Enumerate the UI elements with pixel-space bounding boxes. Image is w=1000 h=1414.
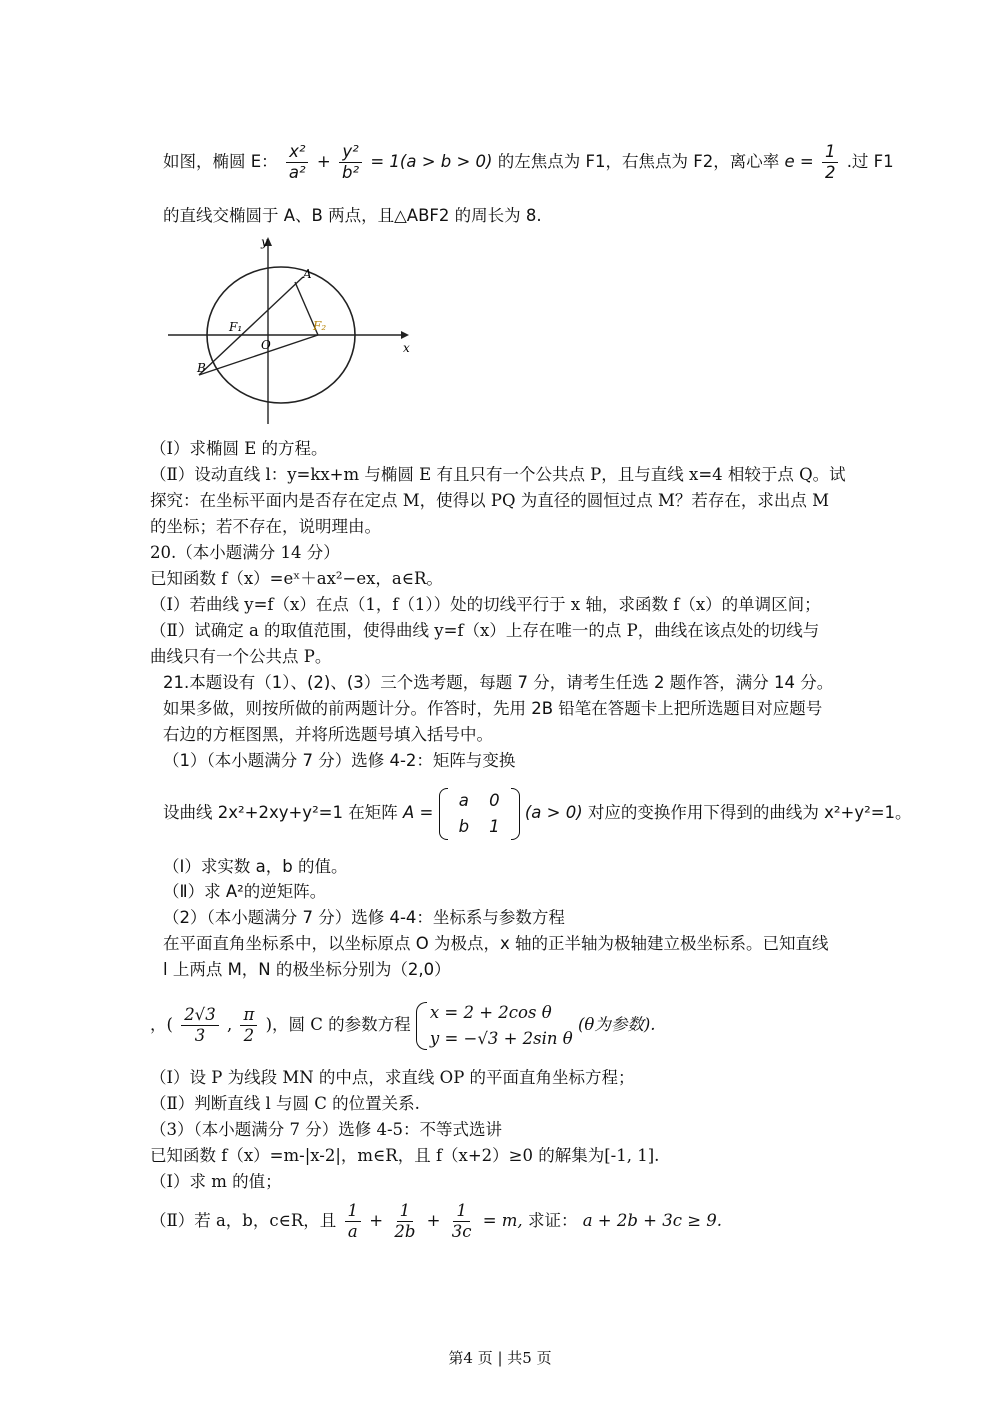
frac-1-over-2b: $\frac{1}{2b}$ bbox=[394, 1201, 416, 1241]
label-o: O bbox=[261, 338, 271, 352]
frac-1-over-a: $\frac{1}{a}$ bbox=[345, 1201, 362, 1242]
frac-pi-over-2: $\frac{\pi}{2}$ bbox=[240, 1005, 257, 1046]
p21-1-q2: （Ⅱ）求 A²的逆矩阵。 bbox=[163, 882, 327, 901]
matrix-a: a 0 b 1 bbox=[439, 788, 520, 840]
x-axis-arrow bbox=[401, 331, 409, 339]
line-bf2 bbox=[199, 335, 318, 375]
p21-2-l1: 在平面直角坐标系中，以坐标原点 O 为极点，x 轴的正半轴为极轴建立极坐标系。已知直线 bbox=[163, 934, 829, 953]
param-system: x = 2 + 2cos θ y = −√3 + 2sin θ bbox=[416, 1000, 573, 1052]
p21-3-q1: （Ⅰ）求 m 的值； bbox=[150, 1172, 282, 1191]
p21-l2: 如果多做，则按所做的前两题计分。作答时，先用 2B 铅笔在答题卡上把所选题目对应题号 bbox=[163, 699, 823, 718]
p20-q2-l1: （Ⅱ）试确定 a 的取值范围，使得曲线 y=f（x）上存在唯一的点 P，曲线在该点处的切线与 bbox=[150, 621, 820, 640]
p19-q2-l3: 的坐标；若不存在，说明理由。 bbox=[150, 517, 381, 536]
p21-2-l2: l 上两点 M，N 的极坐标分别为（2,0） bbox=[163, 960, 451, 979]
p19-line2: 的直线交椭圆于 A、B 两点，且△ABF2 的周长为 8. bbox=[163, 206, 542, 225]
p21-l3: 右边的方框图黑，并将所选题号填入括号中。 bbox=[163, 725, 493, 744]
frac-2sqrt3-over-3: $\frac{2√3}{3}$ bbox=[181, 1005, 219, 1046]
p21-1-q1: （Ⅰ）求实数 a，b 的值。 bbox=[163, 857, 348, 876]
frac-1-over-3c: $\frac{1}{3c}$ bbox=[451, 1201, 472, 1241]
p21-2-param-line: ，( $\frac{2√3}{3}$ , $\frac{\pi}{2}$ )，圆 C 的参数方程 x = 2 + 2cos θ y = −√3 + 2sin θ (θ为参数). bbox=[150, 995, 656, 1055]
p20-q2-l2: 曲线只有一个公共点 P。 bbox=[150, 647, 332, 666]
p20-given: 已知函数 f（x）=eˣ＋ax²−ex，a∈R。 bbox=[150, 569, 443, 588]
p20-header: 20.（本小题满分 14 分） bbox=[150, 543, 340, 562]
label-f2: F₂ bbox=[313, 319, 327, 333]
p21-2-q1: （Ⅰ）设 P 为线段 MN 的中点，求直线 OP 的平面直角坐标方程； bbox=[150, 1068, 635, 1087]
p19-q2-l1: （Ⅱ）设动直线 l：y=kx+m 与椭圆 E 有且只有一个公共点 P，且与直线 x=4 相较于点 Q。试 bbox=[150, 465, 846, 484]
label-a: A bbox=[303, 267, 312, 281]
p21-2-q2: （Ⅱ）判断直线 l 与圆 C 的位置关系. bbox=[150, 1094, 420, 1113]
y2-over-b2: $\frac{\text{y²}}{\text{b²}}$ bbox=[339, 142, 362, 183]
label-x: x bbox=[403, 341, 410, 355]
one-half: $\frac{1}{2}$ bbox=[822, 142, 839, 183]
p21-1-statement: 设曲线 2x²+2xy+y²=1 在矩阵 A = a 0 b 1 (a > 0) 对应的变换作用下得到的曲线为 x²+y²=1。 bbox=[163, 785, 912, 841]
p21-1-header: （1）（本小题满分 7 分）选修 4-2：矩阵与变换 bbox=[163, 751, 516, 770]
p21-3-q2: （Ⅱ）若 a，b，c∈R，且 $\frac{1}{a}$ + $\frac{1}{2b}$ + $\frac{1}{3c}$ = m, 求证： a + 2b + 3c ≥ 9. bbox=[150, 1201, 723, 1241]
p21-3-given: 已知函数 f（x）=m-|x-2|，m∈R，且 f（x+2）≥0 的解集为[-1, 1]. bbox=[150, 1146, 660, 1165]
label-f1: F₁ bbox=[229, 320, 243, 334]
p19-q2-l2: 探究：在坐标平面内是否存在定点 M，使得以 PQ 为直径的圆恒过点 M？若存在，求出点 M bbox=[150, 491, 830, 510]
page-footer: 第4 页 | 共5 页 bbox=[448, 1349, 552, 1367]
p21-l1: 21.本题设有（1）、(2)、(3）三个选考题，每题 7 分，请考生任选 2 题作答，满分 14 分。 bbox=[163, 673, 834, 692]
p21-3-header: （3）（本小题满分 7 分）选修 4-5：不等式选讲 bbox=[150, 1120, 503, 1139]
label-y: y bbox=[261, 235, 268, 249]
p19-q1: （Ⅰ）求椭圆 E 的方程。 bbox=[150, 439, 328, 458]
p19-intro: 如图，椭圆 E： $\frac{\text{x²}}{\text{a²}}$ + $\frac{\text{y²}}{\text{b²}}$ = 1(a > b > 0) 的左焦点为 F1，右焦点为 F2，离心率 e = $\frac{1}{2}$ .过 F1 bbox=[163, 142, 894, 182]
p20-q1: （Ⅰ）若曲线 y=f（x）在点（1，f（1））处的切线平行于 x 轴，求函数 f（x）的单调区间； bbox=[150, 595, 821, 614]
ellipse-figure bbox=[163, 232, 425, 427]
label-b: B bbox=[197, 361, 206, 375]
line-ab bbox=[199, 277, 303, 375]
x2-over-a2: $\frac{\text{x²}}{\text{a²}}$ bbox=[286, 142, 309, 183]
p21-2-header: （2）（本小题满分 7 分）选修 4-4：坐标系与参数方程 bbox=[163, 908, 565, 927]
